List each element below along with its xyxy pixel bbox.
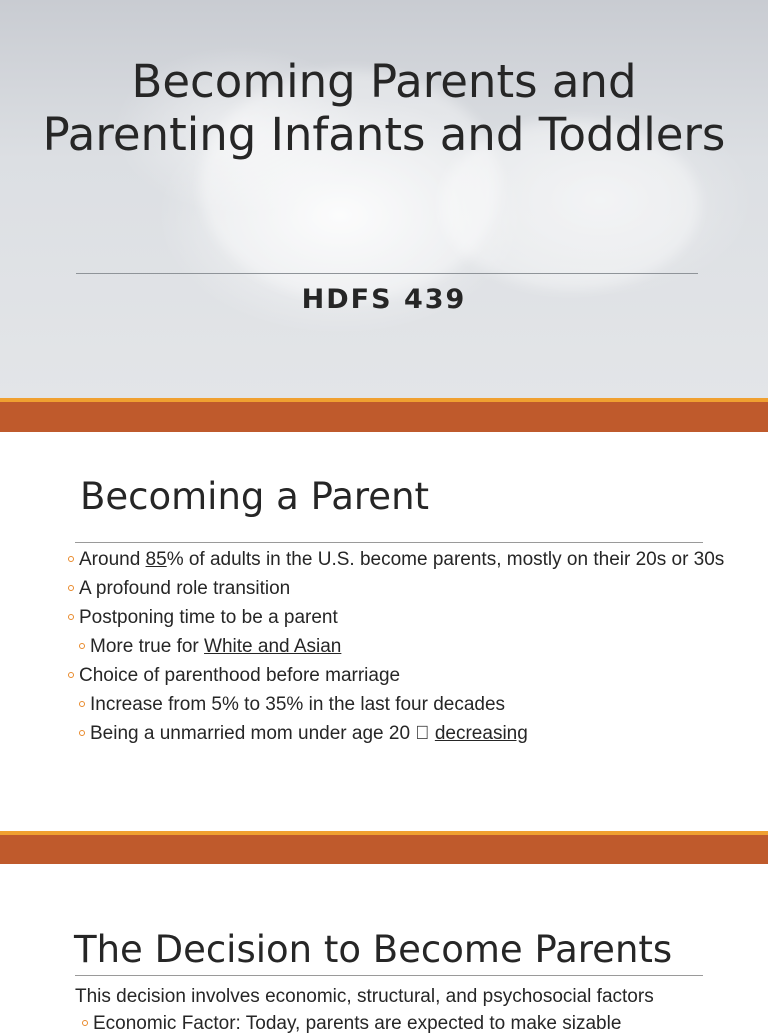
slide-title: The Decision to Become Parents: [74, 928, 673, 971]
title-divider: [75, 975, 703, 976]
bullet-icon: [68, 614, 74, 620]
bullet-icon: [79, 701, 85, 707]
slide-title: Becoming a Parent: [80, 475, 430, 518]
title-slide: [0, 0, 768, 398]
slide-title: Becoming Parents and Parenting Infants and Toddlers: [42, 55, 726, 161]
slide-subtitle: HDFS 439: [301, 284, 467, 315]
bullet-icon: [68, 556, 74, 562]
slide-body-text: This decision involves economic, structural, and psychosocial factors: [75, 986, 654, 1007]
bullet-item: Economic Factor: Today, parents are expected to make sizable: [80, 1012, 621, 1036]
bullet-icon: [68, 585, 74, 591]
title-divider: [75, 542, 703, 543]
slide-footer-band: [0, 835, 768, 864]
bullet-icon: [82, 1020, 88, 1026]
slide-footer-band: [0, 402, 768, 432]
bullet-item: Postponing time to be a parent: [66, 606, 746, 630]
sub-bullet-item: Being a unmarried mom under age 20 decreasing: [66, 722, 746, 746]
bullet-item: Choice of parenthood before marriage: [66, 664, 746, 688]
bullet-icon: [79, 643, 85, 649]
bullet-item: A profound role transition: [66, 577, 746, 601]
sub-bullet-item: Increase from 5% to 35% in the last four decades: [66, 693, 746, 717]
sub-bullet-item: More true for White and Asian: [66, 635, 746, 659]
title-divider: [76, 273, 698, 274]
bullet-list: [66, 548, 746, 751]
bullet-icon: [79, 730, 85, 736]
bullet-icon: [68, 672, 74, 678]
bullet-item: Around 85% of adults in the U.S. become parents, mostly on their 20s or 30s: [66, 548, 746, 572]
